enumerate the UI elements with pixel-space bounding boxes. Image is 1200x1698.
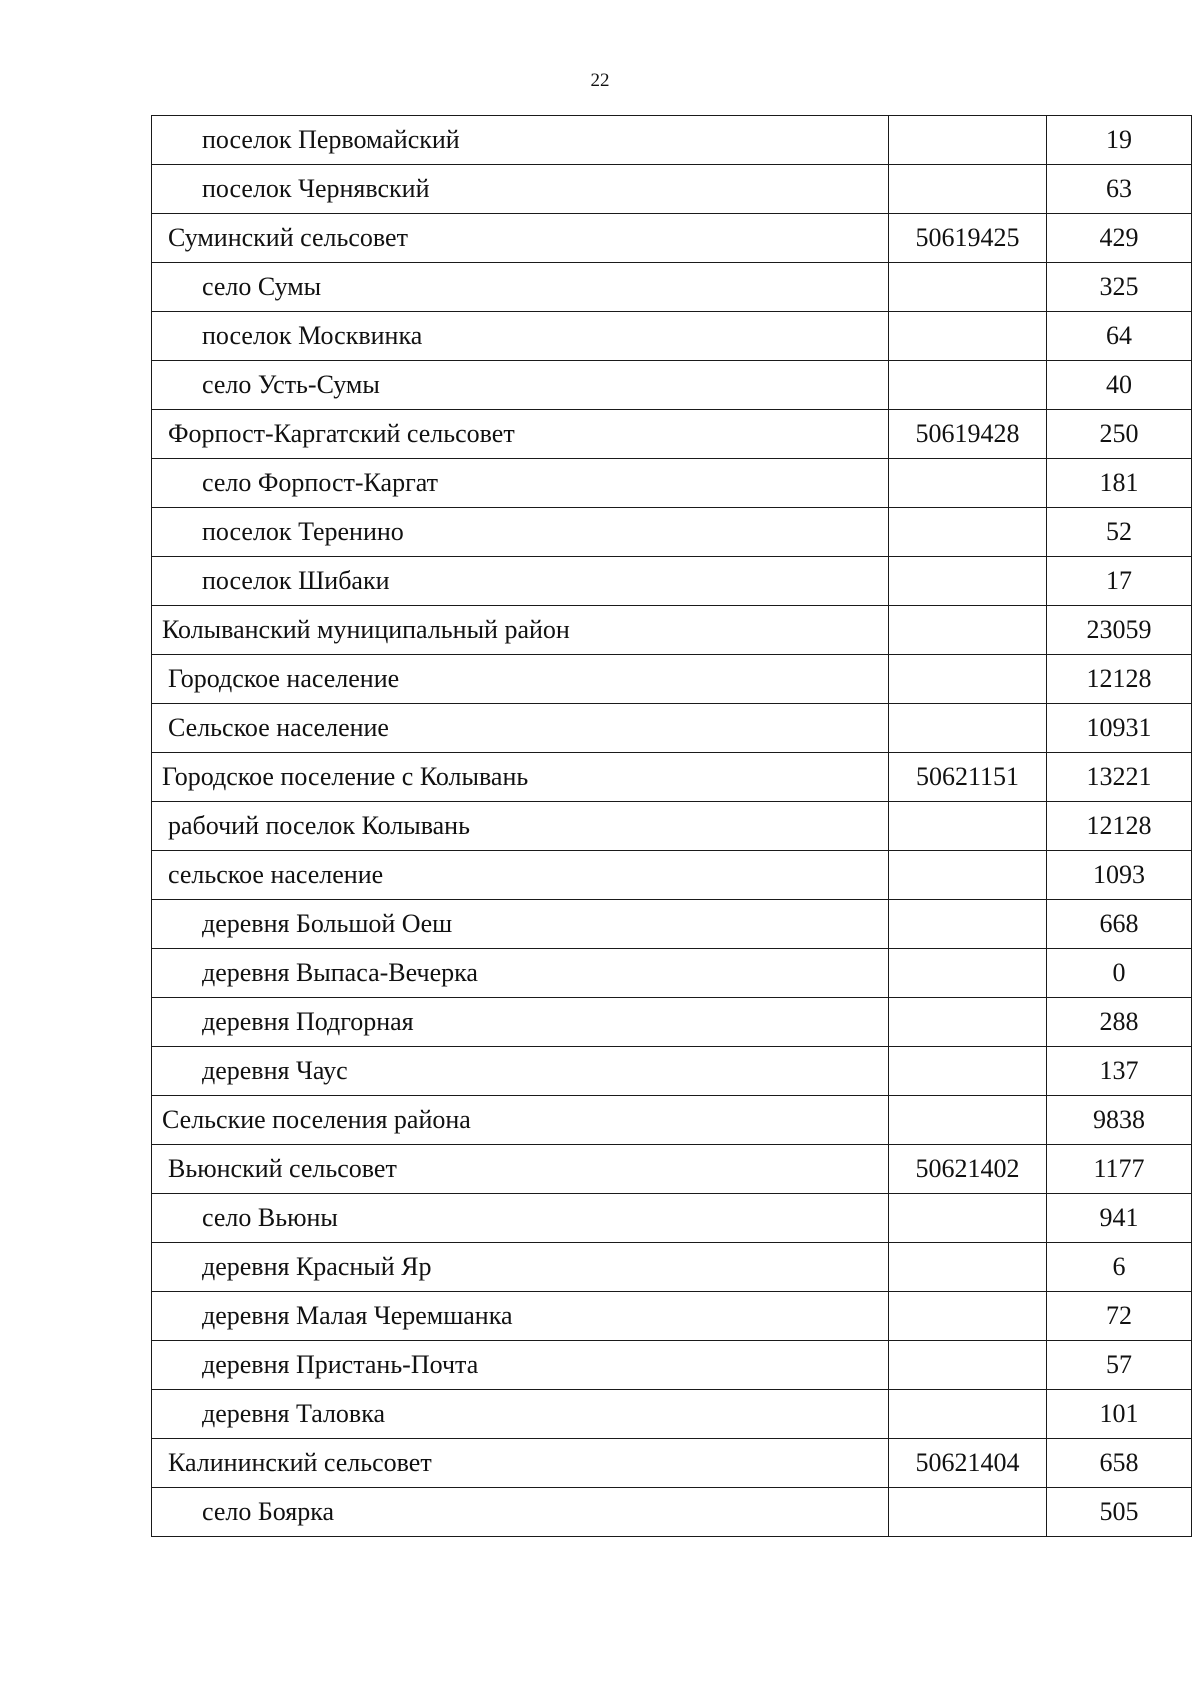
population-value-cell: 72 [1047,1292,1192,1341]
oktmo-code-cell [889,802,1047,851]
population-value-cell: 505 [1047,1488,1192,1537]
table-row [152,1292,1192,1341]
settlement-name-cell: село Боярка [152,1488,889,1537]
table-row [152,949,1192,998]
settlement-name-cell: Форпост-Каргатский сельсовет [152,410,889,459]
population-value-cell: 17 [1047,557,1192,606]
settlement-name-cell: деревня Таловка [152,1390,889,1439]
table-row [152,655,1192,704]
population-value-cell: 23059 [1047,606,1192,655]
table-row [152,998,1192,1047]
population-value-cell: 57 [1047,1341,1192,1390]
settlement-name-cell: поселок Первомайский [152,116,889,165]
oktmo-code-cell [889,1243,1047,1292]
oktmo-code-cell [889,557,1047,606]
population-value-cell: 9838 [1047,1096,1192,1145]
settlement-name-cell: деревня Большой Оеш [152,900,889,949]
table-row [152,1243,1192,1292]
table-row [152,557,1192,606]
table-row [152,361,1192,410]
oktmo-code-cell [889,361,1047,410]
population-value-cell: 429 [1047,214,1192,263]
population-value-cell: 288 [1047,998,1192,1047]
oktmo-code-cell [889,1194,1047,1243]
population-value-cell: 6 [1047,1243,1192,1292]
oktmo-code-cell [889,1047,1047,1096]
settlement-name-cell: поселок Чернявский [152,165,889,214]
settlement-name-cell: Вьюнский сельсовет [152,1145,889,1194]
population-value-cell: 250 [1047,410,1192,459]
settlement-name-cell: Сельские поселения района [152,1096,889,1145]
table-row [152,410,1192,459]
table-row [152,802,1192,851]
table-body [152,116,1192,1537]
settlement-name-cell: деревня Выпаса-Вечерка [152,949,889,998]
oktmo-code-cell [889,606,1047,655]
population-table [151,115,1192,1537]
oktmo-code-cell [889,704,1047,753]
settlement-name-cell: деревня Малая Черемшанка [152,1292,889,1341]
settlement-name-cell: село Вьюны [152,1194,889,1243]
oktmo-code-cell [889,1488,1047,1537]
settlement-name-cell: сельское население [152,851,889,900]
oktmo-code-cell: 50621404 [889,1439,1047,1488]
oktmo-code-cell [889,998,1047,1047]
table-row [152,704,1192,753]
oktmo-code-cell [889,949,1047,998]
table-row [152,753,1192,802]
population-value-cell: 941 [1047,1194,1192,1243]
settlement-name-cell: поселок Москвинка [152,312,889,361]
population-value-cell: 0 [1047,949,1192,998]
population-value-cell: 10931 [1047,704,1192,753]
settlement-name-cell: село Усть-Сумы [152,361,889,410]
oktmo-code-cell [889,1096,1047,1145]
settlement-name-cell: поселок Теренино [152,508,889,557]
population-value-cell: 64 [1047,312,1192,361]
oktmo-code-cell [889,165,1047,214]
population-value-cell: 668 [1047,900,1192,949]
population-value-cell: 181 [1047,459,1192,508]
table-row [152,900,1192,949]
oktmo-code-cell [889,851,1047,900]
table-row [152,1439,1192,1488]
population-value-cell: 325 [1047,263,1192,312]
settlement-name-cell: Колыванский муниципальный район [152,606,889,655]
oktmo-code-cell [889,1341,1047,1390]
settlement-name-cell: Калининский сельсовет [152,1439,889,1488]
table-row [152,508,1192,557]
settlement-name-cell: село Сумы [152,263,889,312]
settlement-name-cell: Суминский сельсовет [152,214,889,263]
population-value-cell: 137 [1047,1047,1192,1096]
settlement-name-cell: село Форпост-Каргат [152,459,889,508]
table-row [152,1488,1192,1537]
settlement-name-cell: деревня Красный Яр [152,1243,889,1292]
oktmo-code-cell: 50619425 [889,214,1047,263]
page-number: 22 [590,70,610,91]
oktmo-code-cell [889,508,1047,557]
table-row [152,1096,1192,1145]
oktmo-code-cell: 50621151 [889,753,1047,802]
population-value-cell: 52 [1047,508,1192,557]
table-row [152,116,1192,165]
table-row [152,214,1192,263]
table-row [152,1390,1192,1439]
settlement-name-cell: деревня Пристань-Почта [152,1341,889,1390]
table-row [152,1341,1192,1390]
oktmo-code-cell [889,312,1047,361]
table-row [152,1047,1192,1096]
table-row [152,851,1192,900]
table-row [152,1145,1192,1194]
population-value-cell: 101 [1047,1390,1192,1439]
table-row [152,459,1192,508]
population-value-cell: 12128 [1047,655,1192,704]
oktmo-code-cell [889,655,1047,704]
table-row [152,312,1192,361]
oktmo-code-cell [889,1390,1047,1439]
settlement-name-cell: деревня Подгорная [152,998,889,1047]
oktmo-code-cell [889,459,1047,508]
settlement-name-cell: Городское население [152,655,889,704]
oktmo-code-cell [889,116,1047,165]
oktmo-code-cell [889,263,1047,312]
oktmo-code-cell: 50621402 [889,1145,1047,1194]
population-value-cell: 1177 [1047,1145,1192,1194]
settlement-name-cell: Городское поселение с Колывань [152,753,889,802]
population-value-cell: 1093 [1047,851,1192,900]
population-value-cell: 19 [1047,116,1192,165]
table-row [152,606,1192,655]
population-value-cell: 13221 [1047,753,1192,802]
oktmo-code-cell [889,900,1047,949]
settlement-name-cell: рабочий поселок Колывань [152,802,889,851]
oktmo-code-cell [889,1292,1047,1341]
population-value-cell: 40 [1047,361,1192,410]
population-value-cell: 658 [1047,1439,1192,1488]
table-row [152,1194,1192,1243]
settlement-name-cell: деревня Чаус [152,1047,889,1096]
population-value-cell: 12128 [1047,802,1192,851]
table-row [152,165,1192,214]
table-row [152,263,1192,312]
settlement-name-cell: Сельское население [152,704,889,753]
population-value-cell: 63 [1047,165,1192,214]
settlement-name-cell: поселок Шибаки [152,557,889,606]
oktmo-code-cell: 50619428 [889,410,1047,459]
